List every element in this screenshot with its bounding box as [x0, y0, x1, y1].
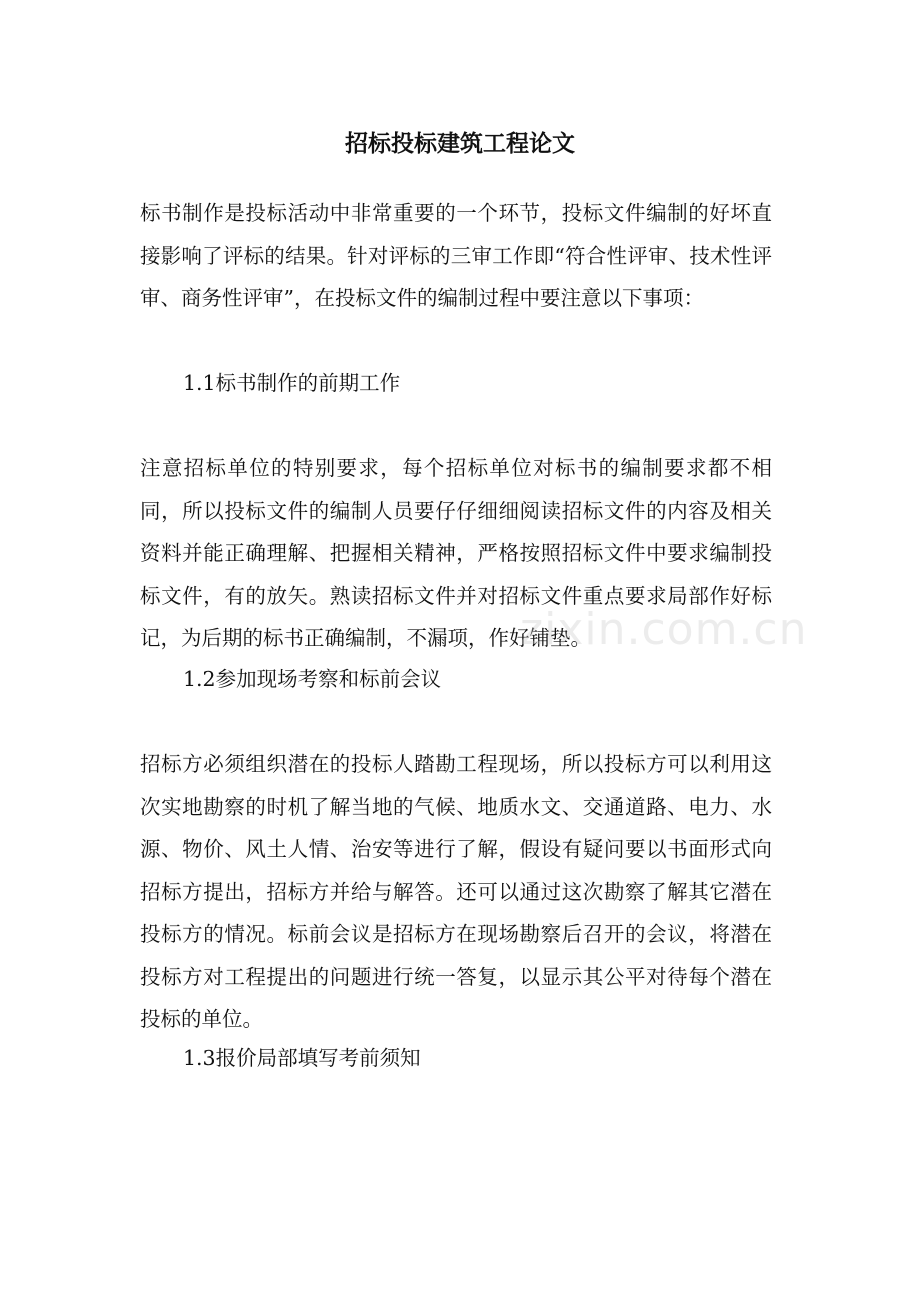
page-title: 招标投标建筑工程论文 [345, 130, 575, 158]
watermark: zixin.com.cn [520, 604, 808, 655]
section-heading-1-1: 1.1标书制作的前期工作 [183, 371, 401, 395]
section-heading-1-2: 1.2参加现场考察和标前会议 [183, 667, 442, 691]
section-body-1-1: 注意招标单位的特别要求，每个招标单位对标书的编制要求都不相同，所以投标文件的编制人员要仔仔细细阅读招标文件的内容及相关资料并能正确理解、把握相关精神，严格按照招标文件中要求编制投标文件，有的放矢。熟读招标文件并对招标文件重点要求局部作好标记，为后期的标书正确编制，不漏项，作好铺垫。 [140, 456, 772, 650]
intro-paragraph: 标书制作是投标活动中非常重要的一个环节，投标文件编制的好坏直接影响了评标的结果。针对评标的三审工作即“符合性评审、技术性评审、商务性评审”，在投标文件的编制过程中要注意以下事项： [140, 201, 772, 310]
section-heading-1-3: 1.3报价局部填写考前须知 [183, 1046, 421, 1070]
section-body-1-2: 招标方必须组织潜在的投标人踏勘工程现场，所以投标方可以利用这次实地勘察的时机了解当地的气候、地质水文、交通道路、电力、水源、物价、风土人情、治安等进行了解，假设有疑问要以书面形式向招标方提出，招标方并给与解答。还可以通过这次勘察了解其它潜在投标方的情况。标前会议是招标方在现场勘察后召开的会议，将潜在投标方对工程提出的问题进行统一答复，以显示其公平对待每个潜在投标的单位。 [140, 752, 772, 1031]
